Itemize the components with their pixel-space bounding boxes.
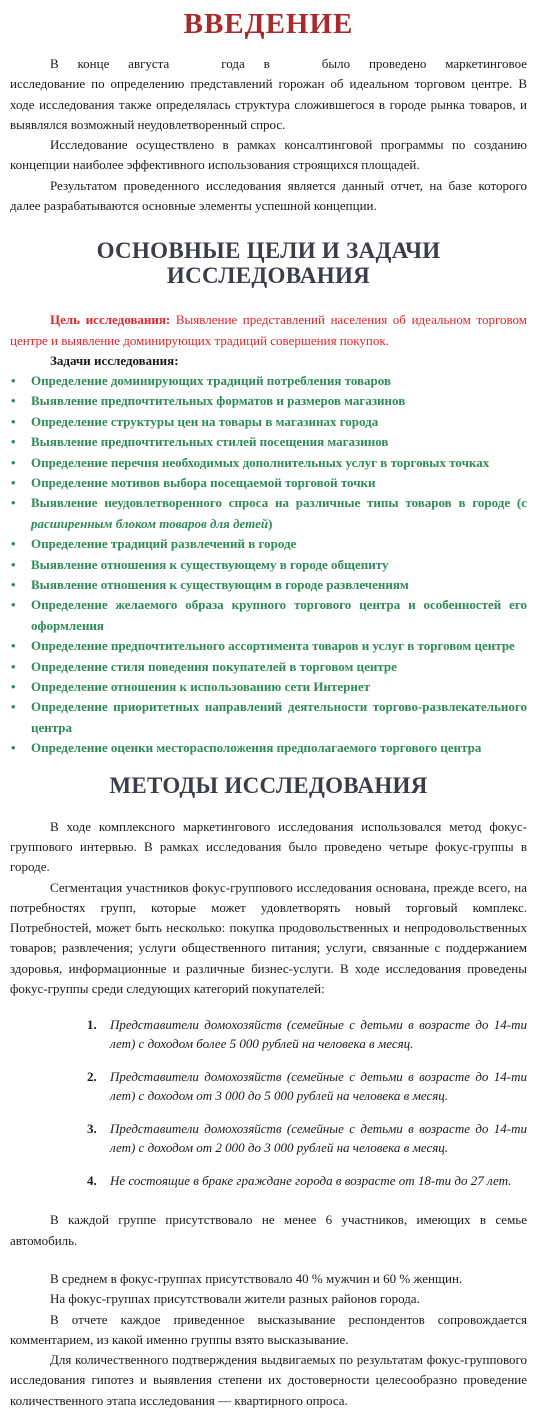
list-item: • Выявление неудовлетворенного спроса на различные типы товаров в городе (с расширенным блоком товаров для детей): [11, 495, 527, 531]
list-item: 2. Представители домохозяйств (семейные с детьми в возрасте до 14-ти лет) с доходом от 3 000 до 5 000 рублей на человека в месяц.: [87, 1069, 527, 1104]
list-item: • Определение предпочтительного ассортимента товаров и услуг в торговом центре: [11, 638, 515, 654]
list-item: • Выявление предпочтительных форматов и размеров магазинов: [11, 393, 406, 409]
list-item: • Выявление предпочтительных стилей посещения магазинов: [11, 434, 389, 450]
methods-paragraph-6: В отчете каждое приведенное высказывание респондентов сопровождается комментарием, из какой именно группы взято высказывание.: [10, 1311, 527, 1347]
methods-paragraph-4: В среднем в фокус-группах присутствовало 40 % мужчин и 60 % женщин.: [50, 1270, 463, 1286]
list-spacer: [10, 1157, 527, 1171]
intro-paragraph-2: Исследование осуществлено в рамках консалтинговой программы по созданию концепции наиболее эффективного использования строящихся площадей.: [10, 137, 527, 173]
list-item: • Определение желаемого образа крупного торгового центра и особенностей его оформления: [11, 597, 527, 633]
list-item: 4. Не состоящие в браке граждане города в возрасте от 18-ти до 27 лет.: [87, 1173, 512, 1189]
tasks-label: Задачи исследования:: [50, 352, 179, 368]
list-item: • Определение оценки месторасположения предполагаемого торгового центра: [11, 740, 482, 756]
list-item: • Выявление отношения к существующему в городе общепиту: [11, 556, 389, 572]
methods-title: МЕТОДЫ ИССЛЕДОВАНИЯ: [109, 772, 428, 798]
list-item: • Определение традиций развлечений в городе: [11, 536, 297, 552]
list-item: • Определение стиля поведения покупателей в торговом центре: [11, 658, 397, 674]
goals-title: ОСНОВНЫЕ ЦЕЛИ И ЗАДАЧИ ИССЛЕДОВАНИЯ: [96, 238, 441, 289]
list-item: • Определение отношения к использованию сети Интернет: [11, 679, 371, 695]
methods-paragraph-3: В каждой группе присутствовало не менее 6 участников, имеющих в семье автомобиль.: [10, 1212, 527, 1248]
methods-paragraph-5: На фокус-группах присутствовали жители разных районов города.: [50, 1291, 420, 1307]
list-item: • Определение перечня необходимых дополнительных услуг в торговых точках: [11, 454, 490, 470]
methods-paragraph-7: Для количественного подтверждения выдвигаемых по результатам фокус-группового исследования гипотез и выявления степени их достоверности целесообразно проведение количественного этапа исследования — квартирного опроса.: [10, 1352, 527, 1408]
list-item: • Определение приоритетных направлений деятельности торгово-развлекательного центра: [11, 699, 527, 735]
list-item: 1. Представители домохозяйств (семейные с детьми в возрасте до 14-ти лет) с доходом более 5 000 рублей на человека в месяц.: [87, 1017, 527, 1052]
tasks-list: [10, 371, 527, 759]
intro-paragraph-3: Результатом проведенного исследования является данный отчет, на базе которого далее разрабатываются основные элементы успешной концепции.: [10, 177, 527, 214]
list-item: • Определение мотивов выбора посещаемой торговой точки: [11, 475, 376, 490]
list-item: • Определение структуры цен на товары в магазинах города: [11, 413, 379, 429]
intro-paragraph-1: В конце августа года в было проведено маркетинговое исследование по определению представлений горожан об идеальном торговом центре. В ходе исследования также определялась структура сложившегося в городе рынка товаров, и выявлялся возможный неудовлетворенный спрос.: [10, 56, 528, 132]
methods-paragraph-2: Сегментация участников фокус-группового исследования основана, прежде всего, на потребностях групп, которые может удовлетворять новый торговый комплекс. Потребностей, может быть несколько: покупка продовольственных и непродовольственных товаров; развлечения; услуги общественного питания; услуги, связанные с поддержанием здоровья, информационные и различные бизнес-услуги. В ходе исследования проведены фокус-группы среди следующих категорий покупателей:: [10, 879, 527, 997]
list-item: 3. Представители домохозяйств (семейные с детьми в возрасте до 14-ти лет) с доходом от 2 000 до 3 000 рублей на человека в месяц.: [87, 1121, 527, 1156]
goal-label: Цель исследования:: [50, 312, 171, 328]
groups-list: [10, 1015, 527, 1190]
goal-text: Выявление представлений населения об идеальном торговом центре и выявление доминирующих традиций совершения покупок.: [10, 312, 527, 348]
methods-paragraph-1: В ходе комплексного маркетингового исследования использовался метод фокус-группового интервью. В рамках исследования было проведено четыре фокус-группы в городе.: [10, 818, 527, 875]
list-item: • Выявление отношения к существующим в городе развлечениям: [11, 577, 409, 593]
list-item: • Определение доминирующих традиций потребления товаров: [11, 372, 391, 388]
intro-title: ВВЕДЕНИЕ: [183, 8, 354, 40]
list-spacer: [10, 1105, 527, 1119]
list-spacer: [10, 1053, 527, 1067]
research-goal: [10, 310, 527, 351]
